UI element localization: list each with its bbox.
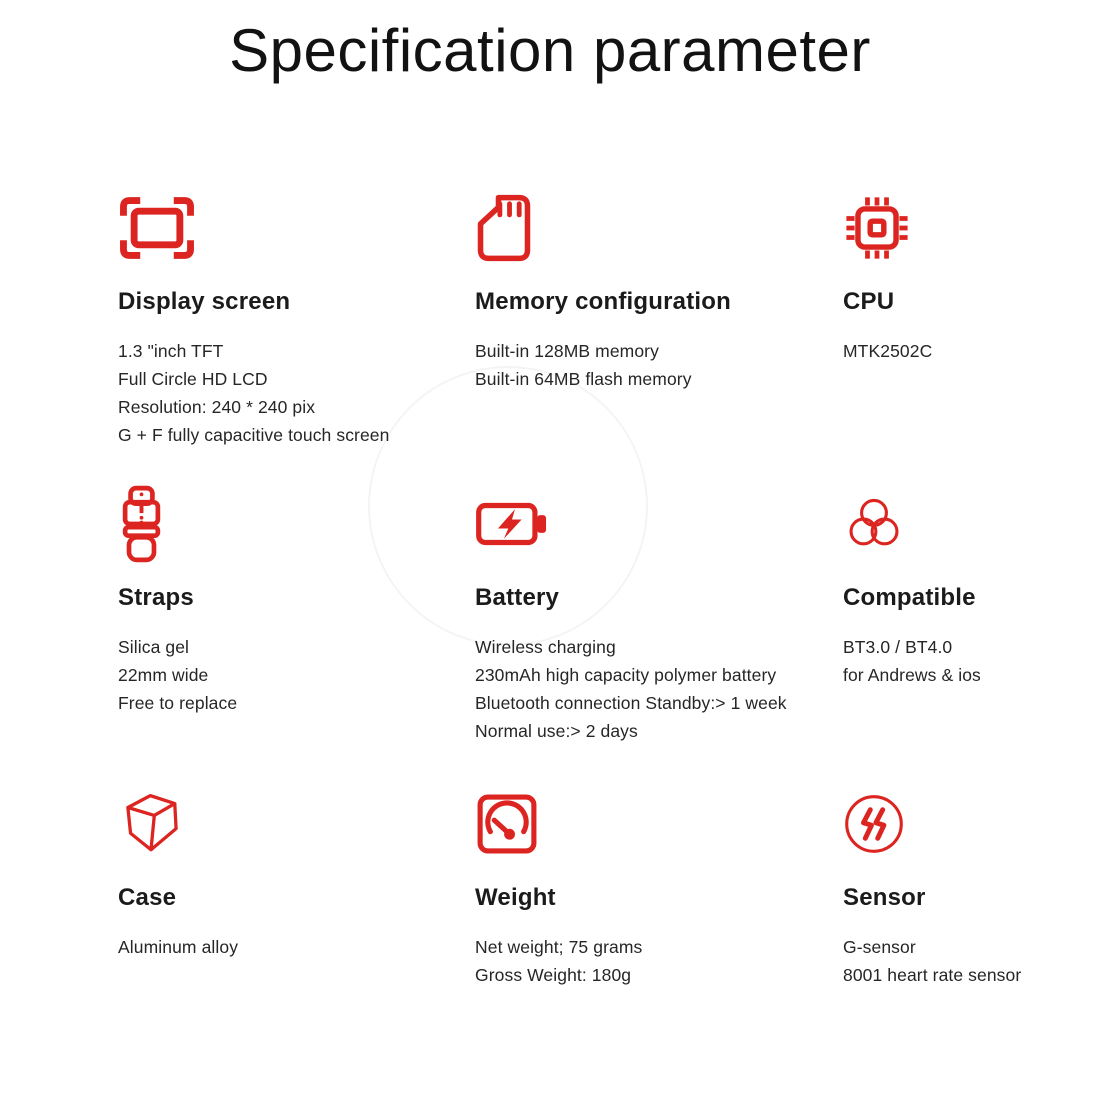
spec-lines <box>118 933 475 961</box>
spec-lines <box>475 933 843 989</box>
section-weight <box>475 789 843 989</box>
section-compatible <box>843 489 1063 789</box>
spec-lines <box>843 633 1063 689</box>
section-heading: Display screen <box>118 288 291 315</box>
section-case <box>118 789 475 989</box>
spec-line: Free to replace <box>118 693 238 713</box>
section-heading: Memory configuration <box>475 288 732 315</box>
spec-lines <box>843 337 1063 365</box>
spec-line: Built-in 64MB flash memory <box>475 369 692 389</box>
gauge-icon <box>475 789 843 859</box>
section-memory <box>475 193 843 489</box>
spec-line: 1.3 "inch TFT <box>118 341 224 361</box>
page-title: Specification parameter <box>229 17 871 84</box>
spec-line: 8001 heart rate sensor <box>843 965 1022 985</box>
section-heading: CPU <box>843 288 895 315</box>
section-battery <box>475 489 843 789</box>
sd-card-icon <box>475 193 843 263</box>
vibration-bolts-icon <box>843 789 1063 859</box>
spec-line: Aluminum alloy <box>118 937 239 957</box>
spec-grid <box>118 193 1063 989</box>
screen-frame-icon <box>118 193 475 263</box>
section-heading: Case <box>118 884 177 911</box>
section-heading: Battery <box>475 584 560 611</box>
spec-line: BT3.0 / BT4.0 <box>843 637 953 657</box>
section-heading: Compatible <box>843 584 976 611</box>
spec-line: Gross Weight: 180g <box>475 965 632 985</box>
spec-line: Net weight; 75 grams <box>475 937 643 957</box>
spec-line: Full Circle HD LCD <box>118 369 268 389</box>
section-straps <box>118 489 475 789</box>
spec-line: Silica gel <box>118 637 190 657</box>
spec-line: for Andrews & ios <box>843 665 981 685</box>
spec-line: Wireless charging <box>475 637 616 657</box>
cube-icon <box>118 789 475 859</box>
section-heading: Straps <box>118 584 194 611</box>
section-sensor <box>843 789 1063 989</box>
spec-lines <box>118 337 475 449</box>
section-cpu <box>843 193 1063 489</box>
overlapping-circles-icon <box>843 489 1063 559</box>
spec-lines <box>475 633 843 745</box>
spec-lines <box>118 633 475 717</box>
section-heading: Weight <box>475 884 556 911</box>
spec-line: Built-in 128MB memory <box>475 341 659 361</box>
spec-line: 230mAh high capacity polymer battery <box>475 665 777 685</box>
section-heading: Sensor <box>843 884 926 911</box>
section-display-screen <box>118 193 475 489</box>
spec-lines <box>843 933 1063 989</box>
battery-charging-icon <box>475 489 843 559</box>
spec-line: Resolution: 240 * 240 pix <box>118 397 316 417</box>
spec-line: 22mm wide <box>118 665 209 685</box>
spec-line: MTK2502C <box>843 341 933 361</box>
watch-strap-icon <box>118 489 475 559</box>
cpu-chip-icon <box>843 193 1063 263</box>
spec-line: Bluetooth connection Standby:> 1 week <box>475 693 787 713</box>
spec-lines <box>475 337 843 393</box>
spec-line: G-sensor <box>843 937 916 957</box>
spec-line: G + F fully capacitive touch screen <box>118 425 390 445</box>
spec-line: Normal use:> 2 days <box>475 721 638 741</box>
